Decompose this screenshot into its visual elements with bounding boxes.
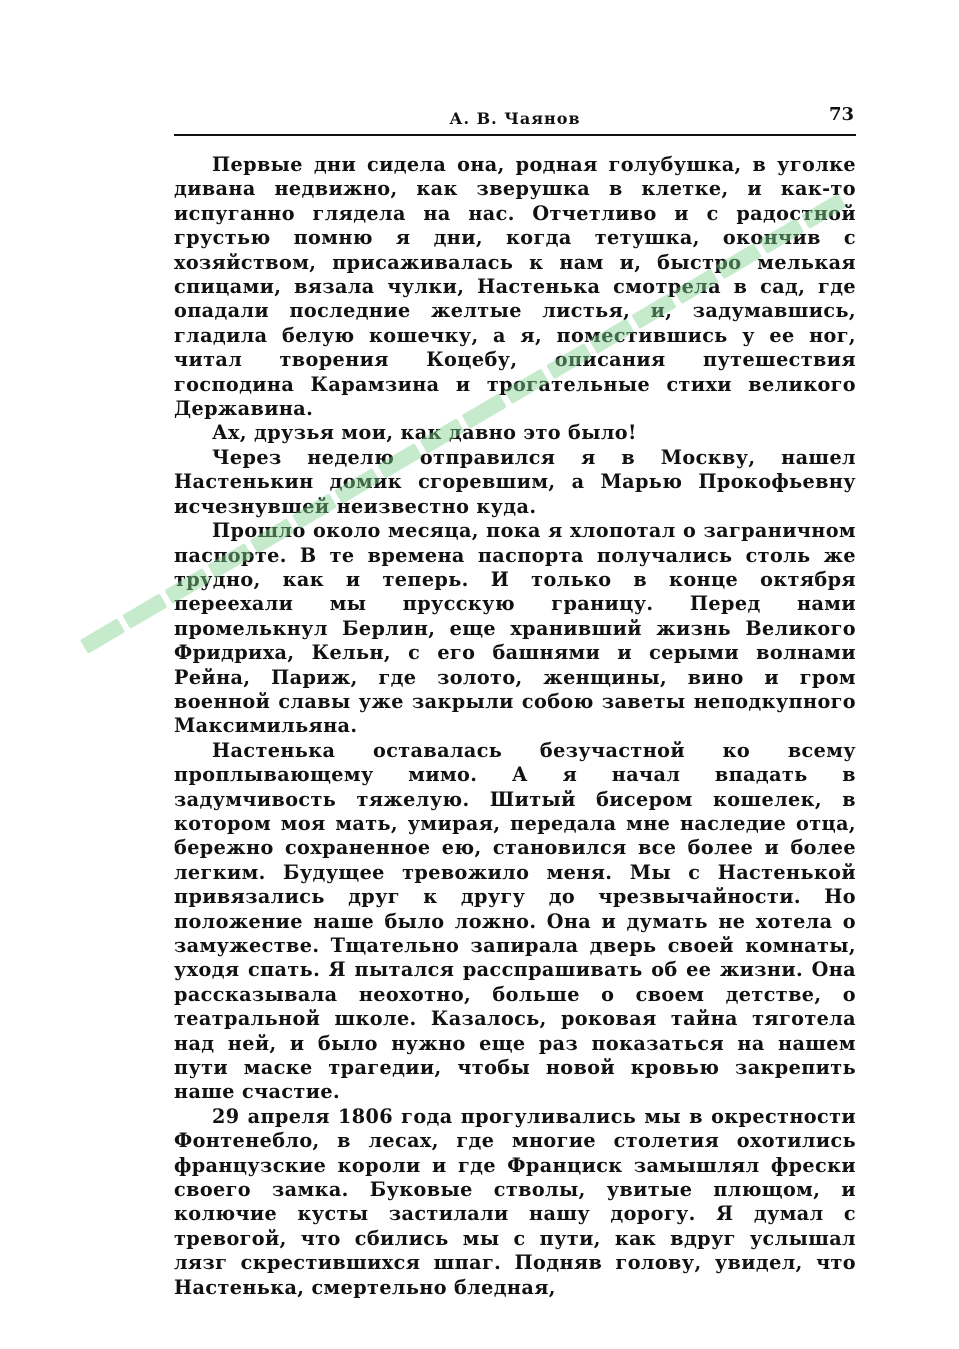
paragraph: Прошло около месяца, пока я хлопотал о заграничном паспорте. В те времена паспорта получались столь же трудно, как и теперь. И только в конце октября переехали мы прусскую границу. Перед нами промелькнул Берлин, еще хранивший жизнь Великого Фридриха, Кельн, с его башнями и серыми волнами Рейна, Париж, где золото, женщины, вино и гром военной славы уже закрыли собою заветы неподкупного Максимильяна.: [174, 519, 856, 738]
paragraph: Первые дни сидела она, родная голубушка, в уголке дивана недвижно, как зверушка в клетке, и как-то испуганно глядела на нас. Отчетливо и с радостной грустью помню я дни, когда тетушка, окончив с хозяйством, присаживалась к нам и, быстро мелькая спицами, вязала чулки, Настенька смотрела в сад, где опадали последние желтые листья, и, задумавшись, гладила белую кошечку, а я, поместившись у ее ног, читал творения Коцебу, описания путешествия господина Карамзина и трогательные стихи великого Державина.: [174, 153, 856, 421]
running-header: [174, 104, 856, 136]
paragraph: Ах, друзья мои, как давно это было!: [212, 421, 637, 445]
watermark-segment: [122, 593, 167, 629]
paragraph: 29 апреля 1806 года прогуливались мы в окрестности Фонтенебло, в лесах, где многие столетия охотились французские короли и где Франциск замышлял фрески своего замка. Буковые стволы, увитые плющом, и колючие кусты застилали нашу дорогу. Я думал с тревогой, что сбились мы с пути, как вдруг услышал лязг скрестившихся шпаг. Подняв голову, увидел, что Настенька, смертельно бледная,: [174, 1104, 856, 1299]
paragraph: Через неделю отправился я в Москву, нашел Настенькин домик сгоревшим, а Марью Прокофьевну исчезнувшей неизвестно куда.: [174, 445, 856, 518]
body-text: [174, 153, 856, 1300]
page-number: 73: [828, 104, 854, 125]
running-title: А. В. Чаянов: [449, 109, 581, 128]
watermark-segment: [80, 618, 125, 654]
paragraph: Настенька оставалась безучастной ко всему проплывающему мимо. А я начал впадать в задумчивость тяжелую. Шитый бисером кошелек, в котором моя мать, умирая, передала мне наследие отца, бережно сохраненное ею, становился все более и более легким. Будущее тревожило меня. Мы с Настенькой привязались друг к другу до чрезвычайности. Но положение наше было ложно. Она и думать не хотела о замужестве. Тщательно запирала дверь своей комнаты, уходя спать. Я пытался расспрашивать об ее жизни. Она рассказывала неохотно, больше о своем детстве, о театральной школе. Казалось, роковая тайна тяготела над ней, и было нужно еще раз показаться на нашем пути маске трагедии, чтобы новой кровью закрепить наше счастие.: [174, 738, 856, 1104]
